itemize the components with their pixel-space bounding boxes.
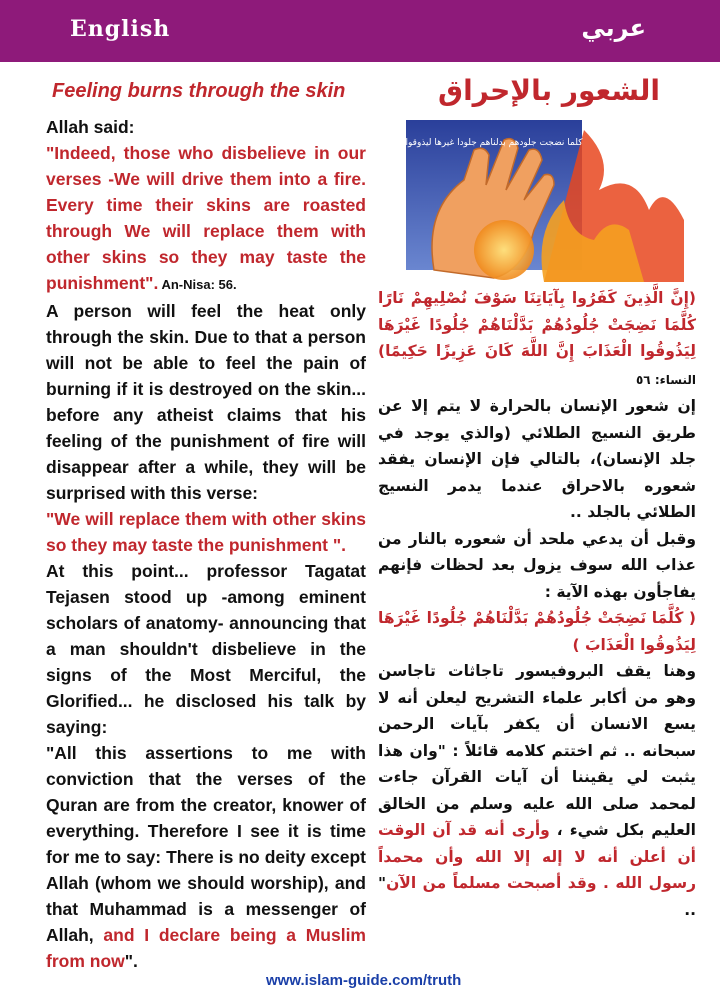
english-quote-end: ". [124, 951, 138, 971]
english-para1: A person will feel the heat only through the skin. Due to that a person will not be able to feel the pain of burning if it is destroyed on the skin... before any atheist claims that his feeling of the punishment of fire will disappear after a while, they will be surprised with this verse: [46, 301, 366, 503]
arabic-para3-red: وأرى أنه قد آن الوقت أن أعلن أنه لا إله إلا الله وأن محمداً رسول الله . وقد أصبحت مسلماً من الآن [378, 821, 696, 892]
english-quote: "All this assertions to me with conviction that the verses of the Quran are from the creator, knower of everything. Therefore I see it is time for me to say: There is no deity except Allah (whom we should worship), and that Muhammad is a messenger of Allah, [46, 743, 366, 945]
english-verse2: "We will replace them with other skins so they may taste the punishment ". [46, 509, 366, 555]
english-verse-ref: An-Nisa: 56. [158, 277, 237, 292]
arabic-verse-paragraph [378, 285, 696, 393]
english-intro: Allah said: [46, 117, 135, 137]
arabic-para2: وقبل أن يدعي ملحد أن شعوره بالنار من عذاب الله سوف يزول بعد لحظات فإنهم يفاجأون بهذه الآية : [378, 529, 696, 601]
arabic-tab[interactable]: عربي [581, 14, 646, 42]
arabic-verse-ref: النساء: ٥٦ [635, 372, 696, 387]
burning-hand-illustration [394, 120, 694, 282]
english-verse-paragraph [46, 140, 366, 298]
arabic-title: الشعور بالإحراق [438, 74, 660, 107]
arabic-para3: وهنا يقف البروفيسور تاجاثات تاجاسن وهو من أكابر علماء التشريح ليعلن أنه لا يسع الانسان أن يكفر بآيات الرحمن سبحانه .. ثم اختتم كلامه قائلاً : "وان هذا يثبت لي يقيننا أن آيات القرآن جاءت لمحمد صلى الله عليه وسلم من الخالق العليم بكل شيء ، [378, 662, 696, 839]
illustration-caption: كلما نضجت جلودهم بدلناهم جلودا غيرها ليذوقوا [405, 138, 583, 148]
arabic-para3-paragraph [378, 658, 696, 923]
arabic-para3-end: " .. [378, 874, 696, 919]
english-verse: "Indeed, those who disbelieve in our verses -We will drive them into a fire. Every time their skins are roasted through We will replace them with other skins so they may taste the punishment". [46, 143, 366, 293]
language-header [0, 0, 720, 62]
footer-url-link[interactable]: www.islam-guide.com/truth [266, 972, 462, 989]
arabic-verse2: ( كُلَّمَا نَضِجَتْ جُلُودُهُمْ بَدَّلْنَاهُمْ جُلُودًا غَيْرَهَا لِيَذُوقُوا الْعَذَابَ ) [378, 609, 696, 654]
arabic-para1: إن شعور الإنسان بالحرارة لا يتم إلا عن طريق النسيج الطلائي (والذي يوجد في جلد الإنسان)، بالتالي فإن الإنسان يفقد شعوره بالاحراق عندما يدمر النسيج الطلائي بالجلد .. [378, 397, 696, 521]
english-quote-paragraph [46, 740, 366, 974]
arabic-verse: (إِنَّ الَّذِينَ كَفَرُوا بِآيَاتِنَا سَوْفَ نُصْلِيهِمْ نَارًا كُلَّمَا نَضِجَتْ جُلُودُهُمْ بَدَّلْنَاهُمْ جُلُودًا غَيْرَهَا لِيَذُوقُوا الْعَذَابَ إِنَّ اللَّهَ كَانَ عَزِيزًا حَكِيمًا) [378, 289, 696, 360]
fire-orb [474, 220, 534, 280]
english-body [46, 114, 366, 974]
english-tab[interactable]: English [70, 16, 171, 42]
arabic-body [378, 285, 696, 923]
english-para2: At this point... professor Tagatat Tejasen stood up -among eminent scholars of anatomy- announcing that a man shouldn't disbelieve in the signs of the Most Merciful, the Glorified... he disclosed his talk by saying: [46, 561, 366, 737]
english-quote-red: and I declare being a Muslim from now [46, 925, 366, 971]
english-title: Feeling burns through the skin [52, 80, 346, 102]
